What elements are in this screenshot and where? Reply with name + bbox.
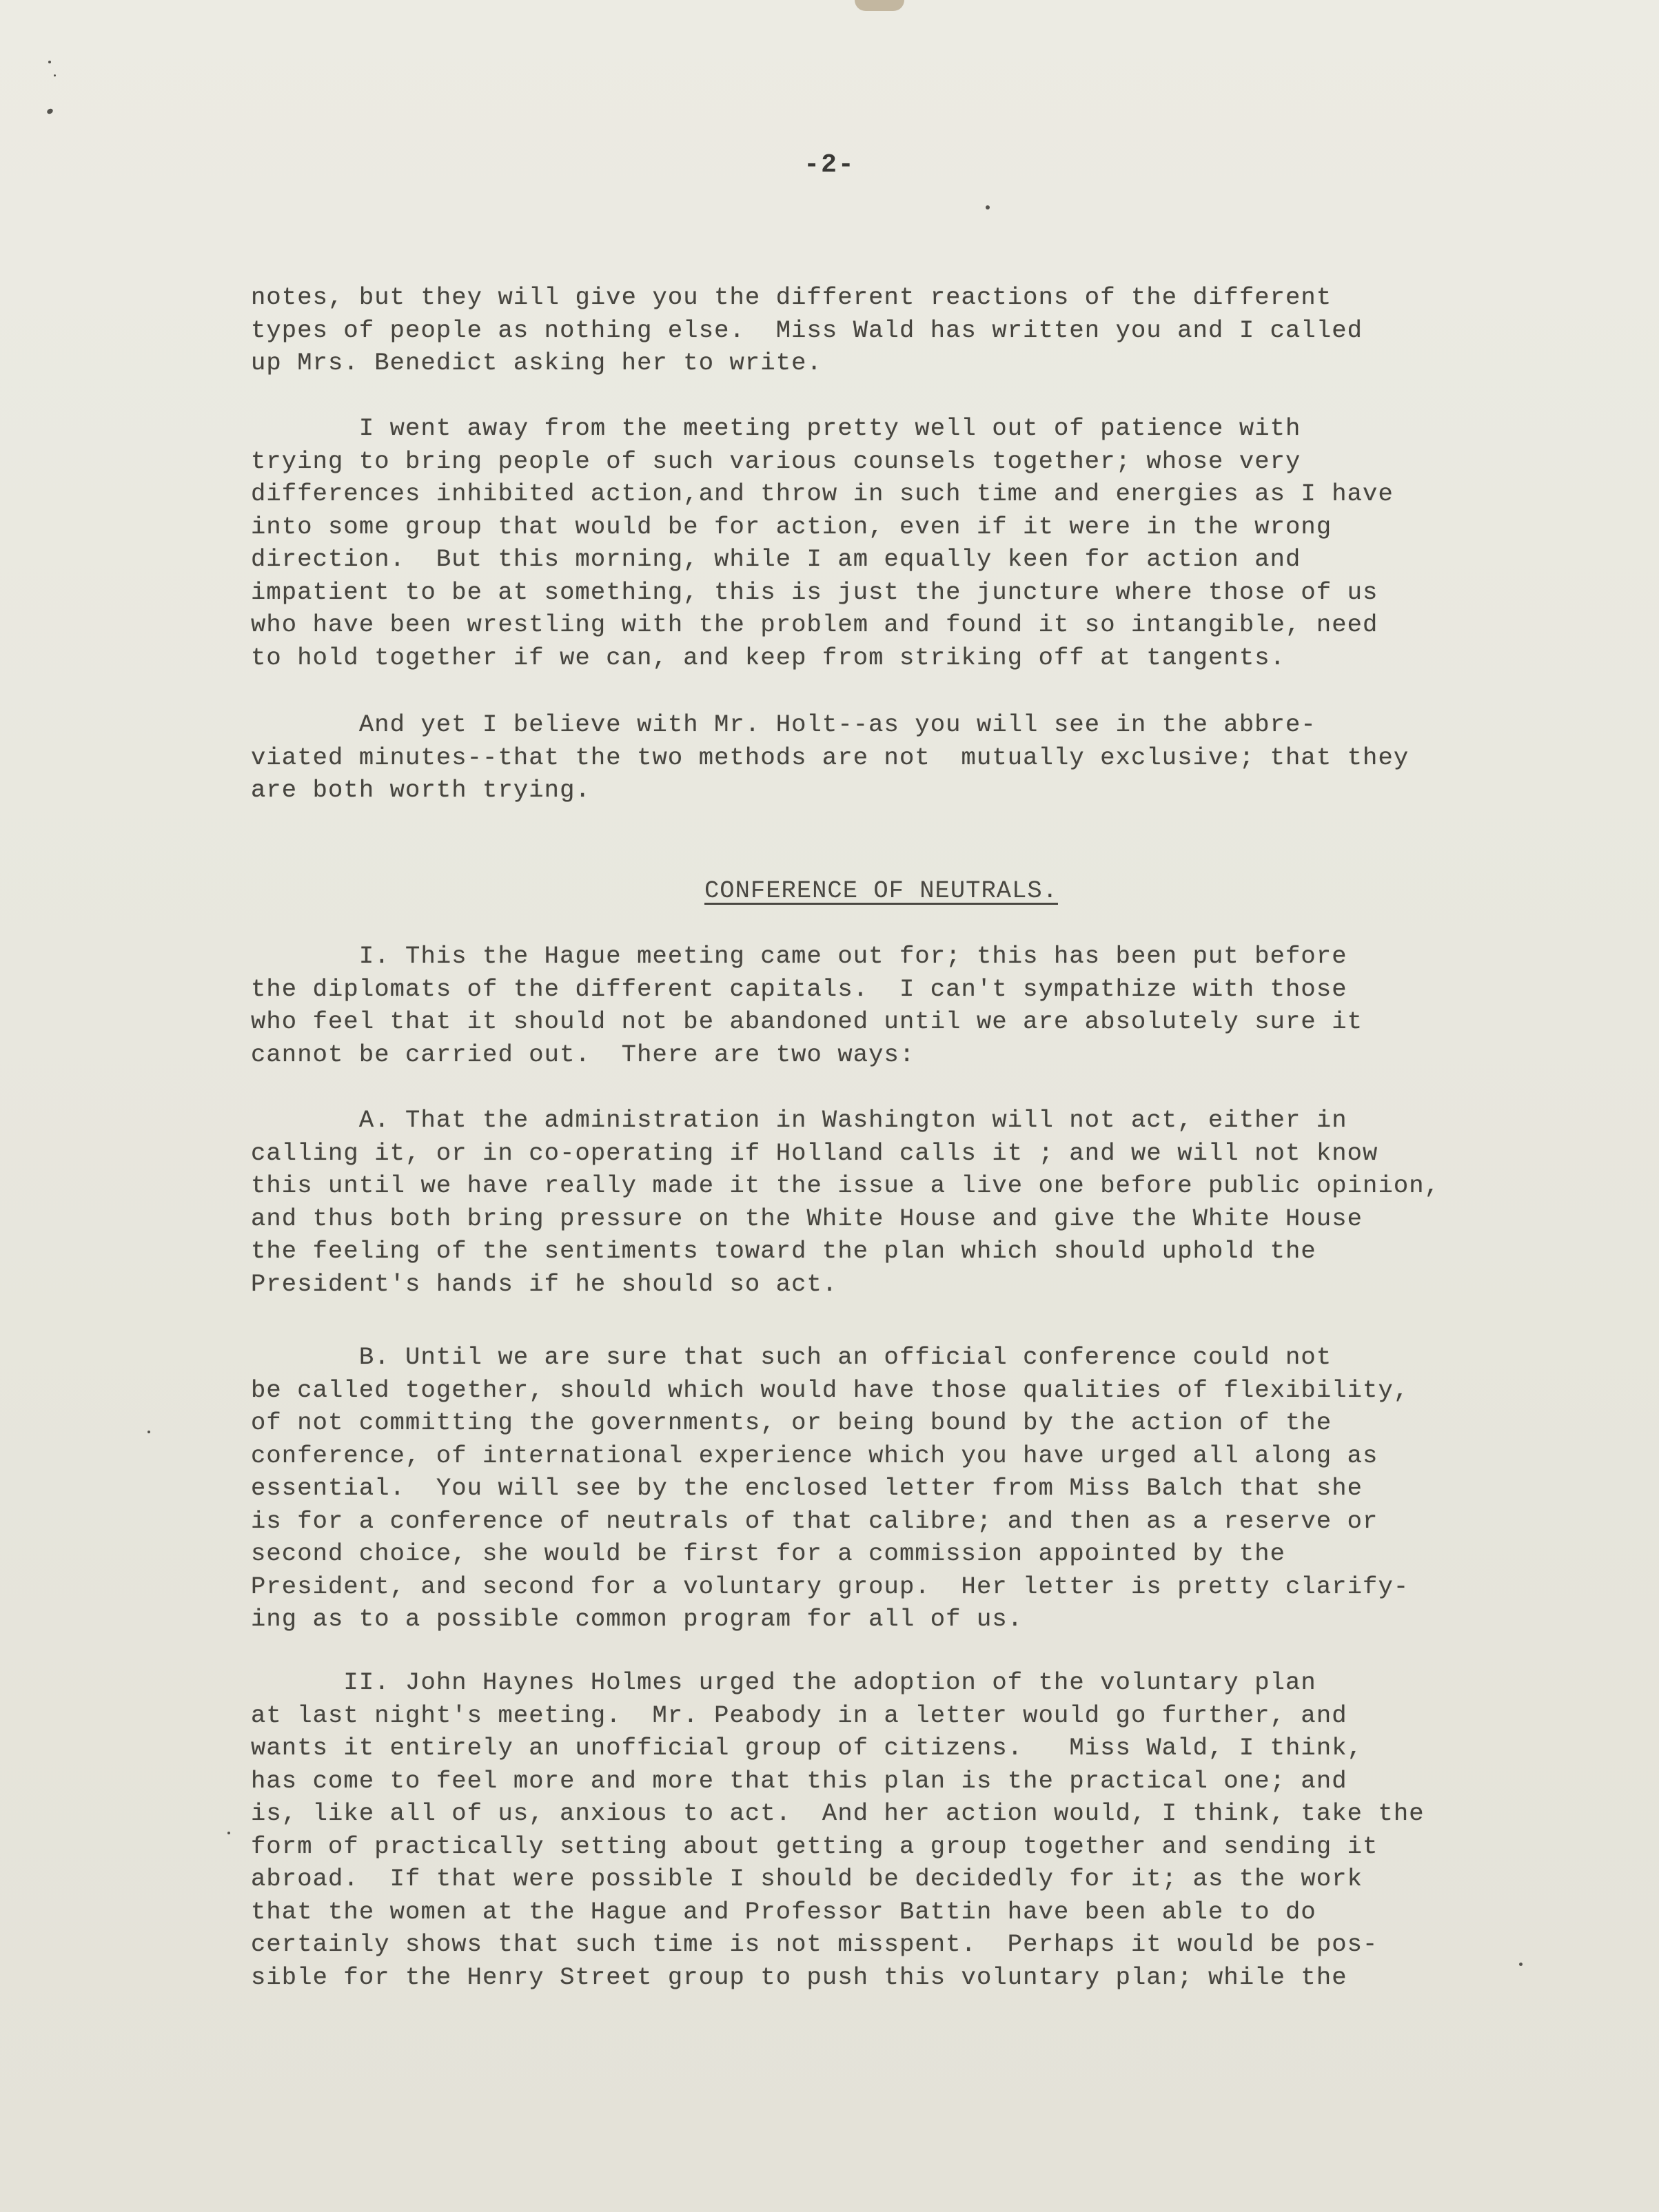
- text-line: are both worth trying.: [251, 776, 591, 804]
- text-line: who feel that it should not be abandoned until we are absolutely sure it: [251, 1007, 1363, 1036]
- text-line: President's hands if he should so act.: [251, 1269, 838, 1298]
- text-line: notes, but they will give you the different reactions of the different: [251, 283, 1332, 311]
- text-line: A. That the administration in Washington will not act, either in: [251, 1106, 1347, 1134]
- text-line: who have been wrestling with the problem and found it so intangible, need: [251, 611, 1378, 639]
- ink-speck: [147, 1431, 150, 1433]
- text-line: be called together, should which would have those qualities of flexibility,: [251, 1375, 1409, 1404]
- text-line: and thus both bring pressure on the White House and give the White House: [251, 1204, 1363, 1233]
- text-line: abroad. If that were possible I should be decidedly for it; as the work: [251, 1865, 1363, 1893]
- ink-speck: [54, 74, 56, 76]
- text-line: types of people as nothing else. Miss Wald has written you and I called: [251, 316, 1363, 345]
- text-line: conference, of international experience which you have urged all along as: [251, 1441, 1378, 1470]
- section-heading: CONFERENCE OF NEUTRALS.: [704, 877, 1058, 905]
- ink-speck: [227, 1832, 230, 1834]
- text-line: direction. But this morning, while I am equally keen for action and: [251, 545, 1301, 573]
- text-line: wants it entirely an unofficial group of citizens. Miss Wald, I think,: [251, 1734, 1363, 1762]
- paper-tear-mark: [855, 0, 904, 11]
- text-line: the diplomats of the different capitals. I can't sympathize with those: [251, 974, 1347, 1003]
- text-line: And yet I believe with Mr. Holt--as you will see in the abbre-: [251, 710, 1316, 739]
- text-line: form of practically setting about getting a group together and sending it: [251, 1832, 1378, 1861]
- text-line: calling it, or in co-operating if Holland calls it ; and we will not know: [251, 1138, 1378, 1167]
- text-line: certainly shows that such time is not misspent. Perhaps it would be pos-: [251, 1930, 1378, 1958]
- text-line: viated minutes--that the two methods are not mutually exclusive; that they: [251, 743, 1409, 772]
- ink-speck: [48, 61, 51, 63]
- text-line: impatient to be at something, this is just the juncture where those of us: [251, 577, 1378, 606]
- text-line: into some group that would be for action, even if it were in the wrong: [251, 512, 1332, 541]
- text-line: has come to feel more and more that this plan is the practical one; and: [251, 1766, 1347, 1795]
- ink-speck: [46, 107, 54, 115]
- text-line: of not committing the governments, or being bound by the action of the: [251, 1409, 1332, 1437]
- text-line: II. John Haynes Holmes urged the adoption of the voluntary plan: [251, 1668, 1316, 1697]
- text-line: ing as to a possible common program for all of us.: [251, 1605, 1024, 1633]
- text-line: up Mrs. Benedict asking her to write.: [251, 349, 822, 377]
- text-line: cannot be carried out. There are two ways:: [251, 1040, 915, 1069]
- text-line: President, and second for a voluntary group. Her letter is pretty clarify-: [251, 1572, 1409, 1601]
- text-line: essential. You will see by the enclosed letter from Miss Balch that she: [251, 1474, 1363, 1502]
- text-line: to hold together if we can, and keep from striking off at tangents.: [251, 643, 1286, 672]
- ink-speck: [1519, 1963, 1523, 1966]
- text-line: the feeling of the sentiments toward the plan which should uphold the: [251, 1237, 1316, 1265]
- ink-speck: [986, 205, 990, 209]
- text-line: differences inhibited action,and throw in such time and energies as I have: [251, 480, 1394, 508]
- page-number: -2-: [804, 150, 855, 180]
- text-line: this until we have really made it the issue a live one before public opinion,: [251, 1171, 1441, 1200]
- text-line: is, like all of us, anxious to act. And her action would, I think, take the: [251, 1799, 1425, 1827]
- text-line: at last night's meeting. Mr. Peabody in a letter would go further, and: [251, 1701, 1347, 1730]
- text-line: sible for the Henry Street group to push this voluntary plan; while the: [251, 1963, 1347, 1991]
- text-line: that the women at the Hague and Professor Battin have been able to do: [251, 1897, 1316, 1926]
- text-line: trying to bring people of such various counsels together; whose very: [251, 447, 1301, 475]
- text-line: I went away from the meeting pretty well out of patience with: [251, 414, 1301, 442]
- text-line: B. Until we are sure that such an official conference could not: [251, 1343, 1332, 1371]
- text-line: is for a conference of neutrals of that calibre; and then as a reserve or: [251, 1506, 1378, 1535]
- text-line: I. This the Hague meeting came out for; this has been put before: [251, 942, 1347, 970]
- text-line: second choice, she would be first for a commission appointed by the: [251, 1539, 1286, 1568]
